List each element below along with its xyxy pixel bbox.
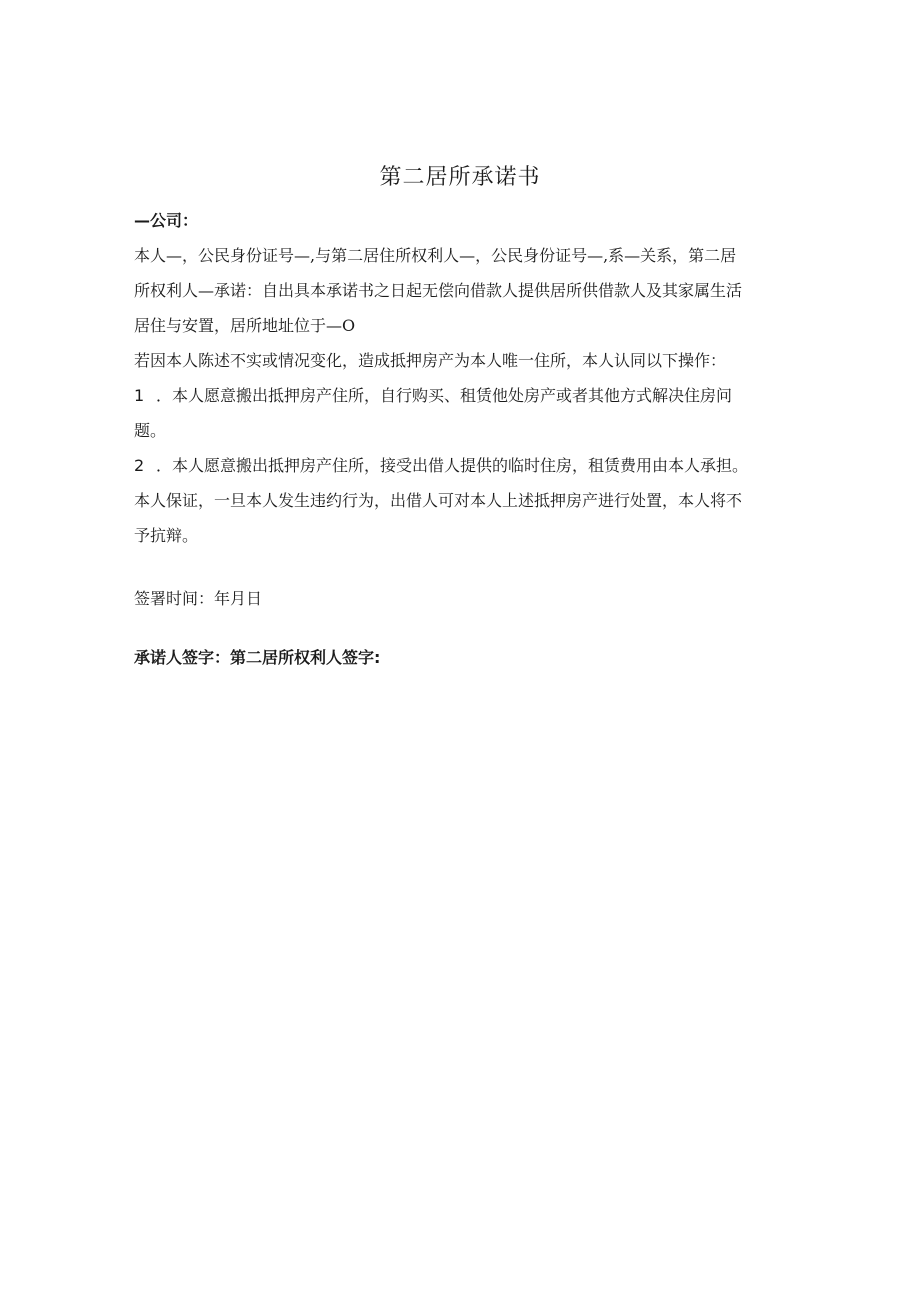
paragraph-condition: 若因本人陈述不实或情况变化，造成抵押房产为本人唯一住所，本人认同以下操作：: [134, 351, 727, 370]
spacer: [134, 616, 786, 640]
document-body: [134, 203, 786, 675]
list-item-line: [134, 448, 786, 483]
paragraph-line: 本人—，公民身份证号—,与第二居住所权利人—，公民身份证号—,系—关系，第二居: [134, 246, 737, 265]
salutation: —公司：: [134, 211, 199, 230]
list-item-text: ．本人愿意搬出抵押房产住所，自行购买、租赁他处房产或者其他方式解决住房问: [156, 386, 733, 405]
paragraph-line: 所权利人—承诺：自出具本承诺书之日起无偿向借款人提供居所供借款人及其家属生活: [134, 281, 743, 300]
signature-line: 承诺人签字：第二居所权利人签字:: [134, 648, 381, 667]
paragraph-guarantee: [134, 483, 786, 553]
list-item-number: 2: [134, 456, 145, 475]
spacer: [134, 553, 786, 581]
sign-date: 签署时间：年月日: [134, 589, 263, 608]
list-item-2: [134, 448, 786, 483]
list-item-line: 题。: [134, 421, 167, 440]
list-item-text: ．本人愿意搬出抵押房产住所，接受出借人提供的临时住房，租赁费用由本人承担。: [156, 456, 749, 475]
list-item-line: [134, 378, 786, 413]
list-item-1: [134, 378, 786, 448]
paragraph-line: 予抗辩。: [134, 526, 199, 545]
paragraph-line: 居住与安置，居所地址位于—O: [134, 316, 356, 335]
paragraph-line: 本人保证，一旦本人发生违约行为，出借人可对本人上述抵押房产进行处置，本人将不: [134, 491, 743, 510]
paragraph-statement: [134, 238, 786, 343]
list-item-number: 1: [134, 386, 145, 405]
document-title: 第二居所承诺书: [379, 165, 541, 190]
